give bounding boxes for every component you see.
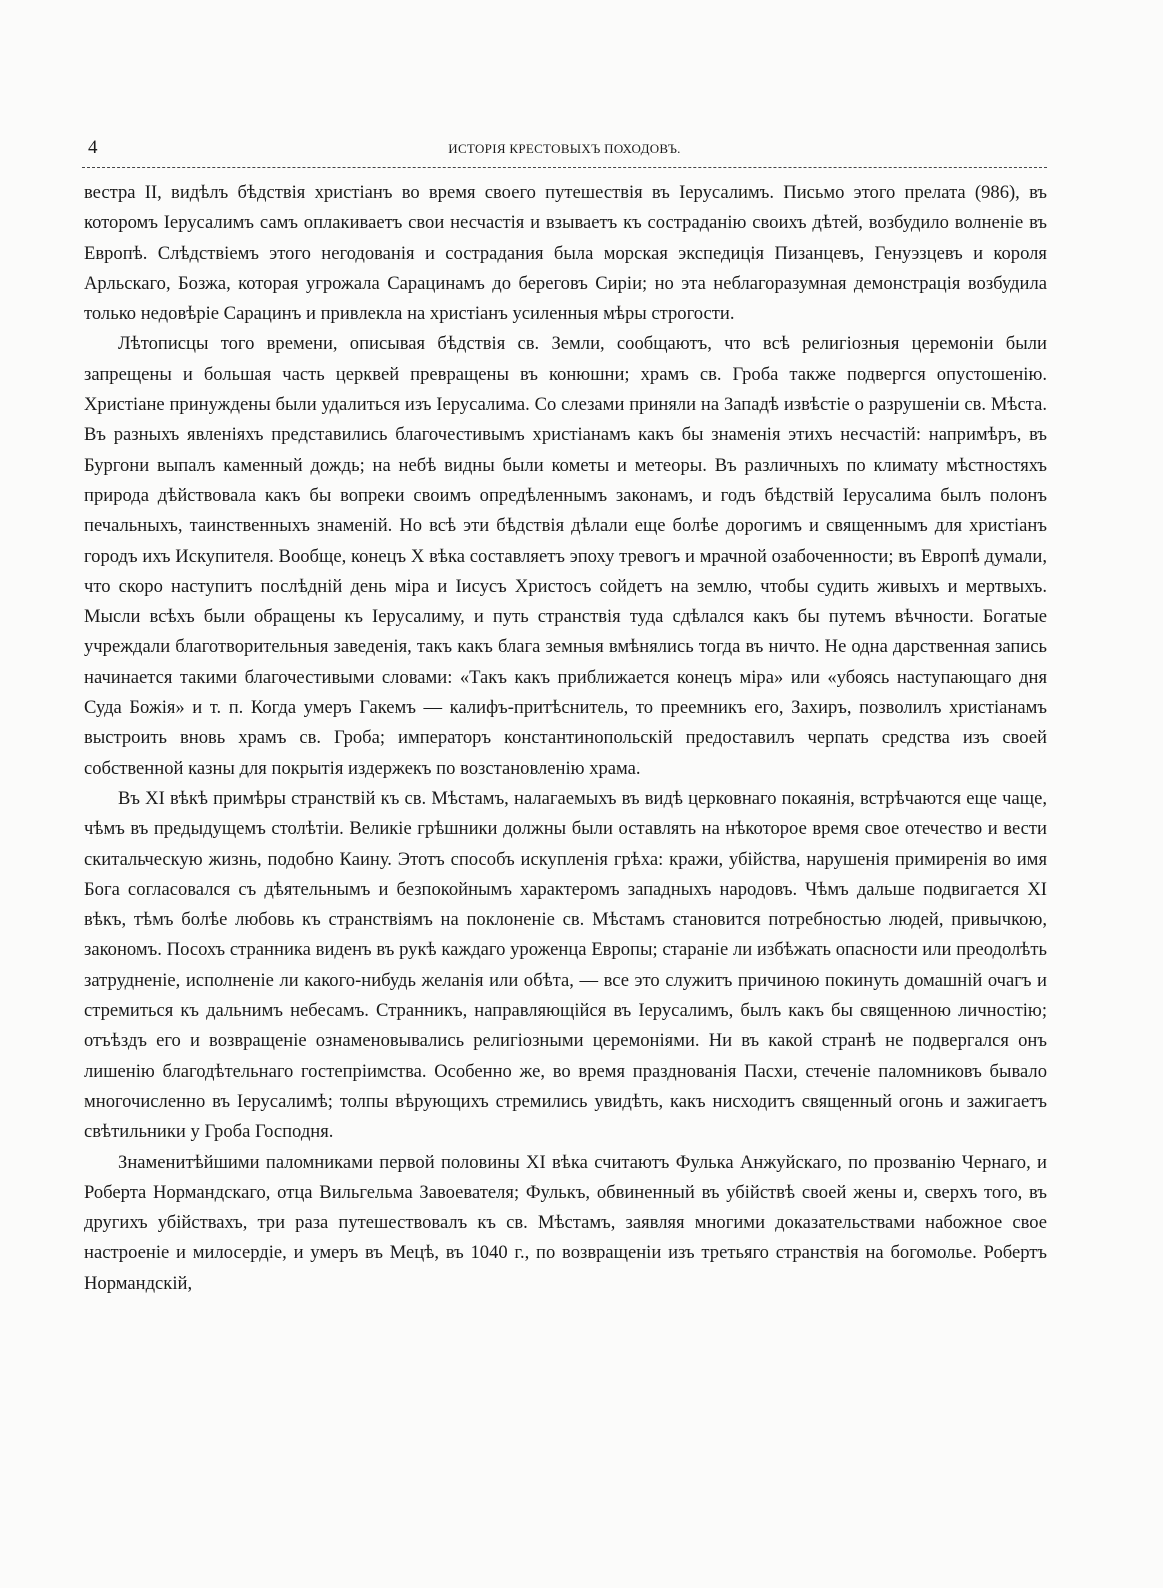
paragraph: Знаменитѣйшими паломниками первой половины XI вѣка считаютъ Фулька Анжуйскаго, по прозванію Чернаго, и Роберта Нормандскаго, отца Вильгельма Завоевателя; Фулькъ, обвиненный въ убійствѣ своей жены и, сверхъ того, въ другихъ убійствахъ, три раза путешествовалъ къ св. Мѣстамъ, заявляя многими доказательствами набожное свое настроеніе и милосердіе, и умеръ въ Мецѣ, въ 1040 г., по возвращеніи изъ третьяго странствія на богомолье. Робертъ Нормандскій, (84, 1151, 1047, 1294)
paragraph-continuation: вестра II, видѣлъ бѣдствія христіанъ во время своего путешествія въ Іерусалимъ. Письмо этого прелата (986), въ которомъ Іерусалимъ самъ оплакиваетъ свои несчастія и взываетъ къ состраданію своихъ дѣтей, возбудило волненіе въ Европѣ. Слѣдствіемъ этого негодованія и сострадания была морская экспедиція Пизанцевъ, Генуэзцевъ и короля Арльскаго, Бозжа, которая угрожала Сарацинамъ до береговъ Сиріи; но эта неблагоразумная демонстрація возбудила только недовѣріе Сарацинъ и привлекла на христіанъ усиленныя мѣры строгости. (84, 182, 1047, 325)
paragraph: Въ XI вѣкѣ примѣры странствій къ св. Мѣстамъ, налагаемыхъ въ видѣ церковнаго покаянія, встрѣчаются еще чаще, чѣмъ въ предыдущемъ столѣтіи. Великіе грѣшники должны были оставлять на нѣкоторое время свое отечество и вести скитальческую жизнь, подобно Каину. Этотъ способъ искупленія грѣха: кражи, убійства, нарушенія примиренія во имя Бога согласовался съ дѣятельнымъ и безпокойнымъ характеромъ западныхъ народовъ. Чѣмъ дальше подвигается XI вѣкъ, тѣмъ болѣе любовь къ странствіямъ на поклоненіе св. Мѣстамъ становится потребностью людей, привычкою, закономъ. Посохъ странника виденъ въ рукѣ каждаго уроженца Европы; стараніе ли избѣжать опасности или преодолѣть затрудненіе, исполненіе ли какого-нибудь желанія или обѣта, — все это служитъ причиною покинуть домашній очагъ и стремиться къ дальнимъ небесамъ. Странникъ, направляющійся въ Іерусалимъ, былъ какъ бы священною личностію; отъѣздъ его и возвращеніе ознаменовывались религіозными церемоніями. Ни въ какой странѣ не подвергался онъ лишенію благодѣтельнаго гостепріимства. Особенно же, во время празднованія Пасхи, стеченіе паломниковъ бывало многочисленно въ Іерусалимѣ; толпы вѣрующихъ стремились увидѣть, какъ нисходитъ священный огонь и зажигаетъ свѣтильники у Гроба Господня. (84, 787, 1047, 1143)
paragraph: Лѣтописцы того времени, описывая бѣдствія св. Земли, сообщаютъ, что всѣ религіозныя церемоніи были запрещены и большая часть церквей превращены въ конюшни; храмъ св. Гроба также подвергся опустошенію. Христіане принуждены были удалиться изъ Іерусалима. Со слезами приняли на Западѣ извѣстіе о разрушеніи св. Мѣста. Въ разныхъ явленіяхъ представились благочестивымъ христіанамъ какъ бы знаменія этихъ несчастій: напримѣръ, въ Бургони выпалъ каменный дождь; на небѣ видны были кометы и метеоры. Въ различныхъ по климату мѣстностяхъ природа дѣйствовала какъ бы вопреки своимъ опредѣленнымъ законамъ, и годъ бѣдствій Іерусалима былъ полонъ печальныхъ, таинственныхъ знаменій. Но всѣ эти бѣдствія дѣлали еще болѣе дорогимъ и священнымъ для христіанъ городъ ихъ Искупителя. Вообще, конецъ X вѣка составляетъ эпоху тревогъ и мрачной озабоченности; въ Европѣ думали, что скоро наступитъ послѣдній день міра и Іисусъ Христосъ сойдетъ на землю, чтобы судить живыхъ и мертвыхъ. Мысли всѣхъ были обращены къ Іерусалиму, и путь странствія туда сдѣлался какъ бы путемъ вѣчности. Богатые учреждали благотворительныя заведенія, такъ какъ блага земныя вмѣнялись тогда въ ничто. Не одна дарственная запись начинается такими благочестивыми словами: «Такъ какъ приближается конецъ міра» или «убоясь наступающаго дня Суда Божія» и т. п. Когда умеръ Гакемъ — калифъ-притѣснитель, то преемникъ его, Захиръ, позволилъ христіанамъ выстроить вновь храмъ св. Гроба; императоръ константинопольскій предоставилъ черпать средства изъ своей собственной казны для покрытія издержекъ по возстановленію храма. (84, 333, 1047, 779)
running-title: ИСТОРІЯ КРЕСТОВЫХЪ ПОХОДОВЪ. (448, 141, 681, 156)
body-text (84, 178, 1047, 1299)
page-header (82, 135, 1047, 161)
header-rule (82, 167, 1047, 168)
page-number: 4 (88, 137, 98, 158)
